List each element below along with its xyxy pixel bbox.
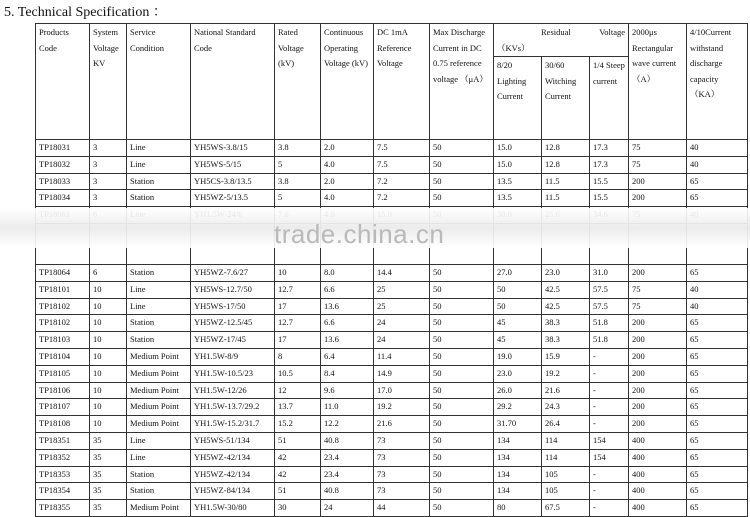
cell-steep-residual: 15.5 [590, 173, 629, 190]
cell-system-voltage: 10 [90, 332, 127, 349]
cell-max-discharge: 50 [430, 416, 494, 433]
table-row [36, 264, 748, 281]
cell-national-standard: YH5WS-3.8/15 [191, 140, 275, 157]
cell-withstand: 65 [687, 348, 748, 365]
cell-service-condition: Station [127, 173, 191, 190]
cell-system-voltage: 35 [90, 483, 127, 500]
cell-service-condition: Station [127, 315, 191, 332]
cell-rated-voltage: 3.8 [275, 173, 321, 190]
cell-lighting-residual: 27.0 [494, 264, 542, 281]
cell-rated-voltage: 10 [275, 264, 321, 281]
cell-continuous-voltage: 6.4 [321, 348, 374, 365]
cell-withstand: 65 [687, 264, 748, 281]
cell-withstand: 65 [687, 449, 748, 466]
cell-dc-reference: 17.0 [374, 382, 430, 399]
cell-continuous-voltage: 2.0 [321, 173, 374, 190]
cell-national-standard: YH5WZ-7.6/27 [191, 264, 275, 281]
cell-dc-reference: 73 [374, 483, 430, 500]
cell-system-voltage: 35 [90, 432, 127, 449]
header-system-voltage: System Voltage KV [90, 24, 127, 140]
cell-max-discharge: 50 [430, 332, 494, 349]
cell-rect-wave: 75 [629, 156, 687, 173]
cell-withstand: 40 [687, 156, 748, 173]
section-heading: 5. Technical Specification ： [4, 5, 167, 20]
cell-rated-voltage: 8 [275, 348, 321, 365]
cell-continuous-voltage: 4.0 [321, 190, 374, 207]
table-row [36, 432, 748, 449]
cell-steep-residual: 17.3 [590, 140, 629, 157]
cell-system-voltage: 3 [90, 173, 127, 190]
cell-dc-reference: 11.4 [374, 348, 430, 365]
cell-service-condition: Medium Point [127, 348, 191, 365]
cell-system-voltage: 10 [90, 365, 127, 382]
cell-dc-reference: 73 [374, 432, 430, 449]
table-row [36, 173, 748, 190]
cell-rated-voltage: 13.7 [275, 399, 321, 416]
cell-system-voltage: 35 [90, 500, 127, 517]
table-row [36, 399, 748, 416]
cell-dc-reference: 25 [374, 298, 430, 315]
cell-max-discharge: 50 [430, 173, 494, 190]
cell-continuous-voltage: 40.8 [321, 483, 374, 500]
cell-rated-voltage: 30 [275, 500, 321, 517]
cell-dc-reference: 24 [374, 332, 430, 349]
cell-dc-reference: 14.9 [374, 365, 430, 382]
cell-rect-wave: 75 [629, 281, 687, 298]
cell-system-voltage: 6 [90, 264, 127, 281]
cell-rated-voltage: 42 [275, 449, 321, 466]
cell-system-voltage: 10 [90, 315, 127, 332]
cell-product-code: TP18032 [36, 156, 90, 173]
cell-continuous-voltage: 40.8 [321, 432, 374, 449]
cell-steep-residual: 154 [590, 449, 629, 466]
cell-rect-wave: 200 [629, 332, 687, 349]
cell-service-condition: Medium Point [127, 365, 191, 382]
cell-product-code: TP18033 [36, 173, 90, 190]
cell-rated-voltage: 12.7 [275, 315, 321, 332]
cell-steep-residual: 17.3 [590, 156, 629, 173]
cell-rated-voltage: 17 [275, 332, 321, 349]
cell-product-code: TP18104 [36, 348, 90, 365]
table-row [36, 365, 748, 382]
cell-steep-residual: 15.5 [590, 190, 629, 207]
header-steep: 1/4 Steep current [590, 57, 629, 140]
table-row [36, 315, 748, 332]
cell-continuous-voltage: 6.6 [321, 281, 374, 298]
cell-steep-residual: - [590, 399, 629, 416]
cell-rect-wave: 200 [629, 365, 687, 382]
cell-lighting-residual: 13.5 [494, 173, 542, 190]
cell-withstand: 40 [687, 281, 748, 298]
table-row [36, 466, 748, 483]
cell-product-code: TP18102 [36, 298, 90, 315]
cell-rated-voltage: 12.7 [275, 281, 321, 298]
cell-steep-residual: 57.5 [590, 281, 629, 298]
cell-system-voltage: 10 [90, 416, 127, 433]
cell-witching-residual: 12.8 [542, 156, 590, 173]
cell-withstand: 65 [687, 190, 748, 207]
cell-rect-wave: 200 [629, 416, 687, 433]
cell-service-condition: Line [127, 281, 191, 298]
cell-product-code: TP18031 [36, 140, 90, 157]
residual-unit: （KVs） [497, 42, 530, 53]
cell-national-standard: YH5CS-3.8/13.5 [191, 173, 275, 190]
cell-service-condition: Medium Point [127, 500, 191, 517]
cell-withstand: 40 [687, 140, 748, 157]
cell-max-discharge: 50 [430, 264, 494, 281]
cell-steep-residual: 57.5 [590, 298, 629, 315]
cell-max-discharge: 50 [430, 281, 494, 298]
cell-continuous-voltage: 11.0 [321, 399, 374, 416]
cell-rated-voltage: 15.2 [275, 416, 321, 433]
cell-steep-residual: 31.0 [590, 264, 629, 281]
cell-dc-reference: 7.5 [374, 140, 430, 157]
cell-steep-residual: - [590, 348, 629, 365]
cell-national-standard: YH5WS-12.7/50 [191, 281, 275, 298]
cell-service-condition: Line [127, 432, 191, 449]
cell-product-code: TP18106 [36, 382, 90, 399]
cell-witching-residual: 38.3 [542, 315, 590, 332]
cell-lighting-residual: 134 [494, 432, 542, 449]
cell-rect-wave: 400 [629, 449, 687, 466]
cell-witching-residual: 23.0 [542, 264, 590, 281]
cell-national-standard: YH5WS-17/50 [191, 298, 275, 315]
cell-continuous-voltage: 4.0 [321, 156, 374, 173]
cell-system-voltage: 35 [90, 466, 127, 483]
cell-steep-residual: 154 [590, 432, 629, 449]
table-row [36, 382, 748, 399]
cell-rated-voltage: 12 [275, 382, 321, 399]
cell-continuous-voltage: 24 [321, 500, 374, 517]
cell-system-voltage: 10 [90, 298, 127, 315]
cell-rect-wave: 200 [629, 264, 687, 281]
cell-system-voltage: 3 [90, 140, 127, 157]
cell-max-discharge: 50 [430, 466, 494, 483]
cell-lighting-residual: 134 [494, 449, 542, 466]
cell-witching-residual: 105 [542, 466, 590, 483]
cell-witching-residual: 67.5 [542, 500, 590, 517]
cell-national-standard: YH1.5W-12/26 [191, 382, 275, 399]
cell-system-voltage: 10 [90, 399, 127, 416]
cell-withstand: 65 [687, 466, 748, 483]
cell-lighting-residual: 50 [494, 298, 542, 315]
cell-withstand: 65 [687, 483, 748, 500]
cell-lighting-residual: 15.0 [494, 140, 542, 157]
header-lighting: 8/20 Lighting Current [494, 57, 542, 140]
cell-product-code: TP18353 [36, 466, 90, 483]
cell-witching-residual: 105 [542, 483, 590, 500]
header-max-discharge: Max Discharge Current in DC 0.75 reference voltage （μA） [430, 24, 494, 140]
cell-service-condition: Medium Point [127, 382, 191, 399]
header-dc-reference: DC 1mA Reference Voltage [374, 24, 430, 140]
cell-national-standard: YH1.5W-15.2/31.7 [191, 416, 275, 433]
cell-dc-reference: 7.2 [374, 173, 430, 190]
cell-system-voltage: 3 [90, 190, 127, 207]
cell-witching-residual: 11.5 [542, 173, 590, 190]
cell-service-condition: Station [127, 264, 191, 281]
cell-steep-residual: 51.8 [590, 332, 629, 349]
residual-title: Residual [541, 27, 571, 37]
cell-rect-wave: 200 [629, 190, 687, 207]
cell-lighting-residual: 80 [494, 500, 542, 517]
cell-rect-wave: 400 [629, 483, 687, 500]
cell-rated-voltage: 42 [275, 466, 321, 483]
cell-witching-residual: 15.9 [542, 348, 590, 365]
cell-withstand: 65 [687, 332, 748, 349]
voltage-title: Voltage [599, 27, 626, 37]
cell-product-code: TP18352 [36, 449, 90, 466]
header-national-standard: National Standard Code [191, 24, 275, 140]
cell-steep-residual: - [590, 416, 629, 433]
cell-dc-reference: 73 [374, 449, 430, 466]
cell-max-discharge: 50 [430, 399, 494, 416]
cell-continuous-voltage: 13.6 [321, 332, 374, 349]
cell-max-discharge: 50 [430, 348, 494, 365]
cell-withstand: 65 [687, 399, 748, 416]
cell-system-voltage: 35 [90, 449, 127, 466]
cell-rect-wave: 75 [629, 140, 687, 157]
header-service-condition: Service Condition [127, 24, 191, 140]
cell-system-voltage: 10 [90, 382, 127, 399]
cell-lighting-residual: 50 [494, 281, 542, 298]
header-residual-voltage [494, 24, 629, 57]
cell-witching-residual: 24.3 [542, 399, 590, 416]
cell-product-code: TP18103 [36, 332, 90, 349]
table-row [36, 500, 748, 517]
cell-product-code: TP18107 [36, 399, 90, 416]
cell-withstand: 65 [687, 500, 748, 517]
cell-max-discharge: 50 [430, 298, 494, 315]
cell-steep-residual: - [590, 365, 629, 382]
cell-withstand: 65 [687, 432, 748, 449]
cell-national-standard: YH5WZ-5/13.5 [191, 190, 275, 207]
table-row [36, 190, 748, 207]
cell-national-standard: YH5WZ-42/134 [191, 449, 275, 466]
cell-witching-residual: 114 [542, 432, 590, 449]
table-row [36, 156, 748, 173]
table-row [36, 332, 748, 349]
cell-system-voltage: 3 [90, 156, 127, 173]
cell-service-condition: Station [127, 466, 191, 483]
cell-continuous-voltage: 2.0 [321, 140, 374, 157]
cell-max-discharge: 50 [430, 365, 494, 382]
cell-service-condition: Line [127, 140, 191, 157]
cell-lighting-residual: 45 [494, 332, 542, 349]
cell-witching-residual: 114 [542, 449, 590, 466]
cell-national-standard: YH1.5W-10.5/23 [191, 365, 275, 382]
cell-max-discharge: 50 [430, 190, 494, 207]
cell-product-code: TP18354 [36, 483, 90, 500]
cell-lighting-residual: 23.0 [494, 365, 542, 382]
cell-max-discharge: 50 [430, 449, 494, 466]
cell-witching-residual: 19.2 [542, 365, 590, 382]
cell-lighting-residual: 13.5 [494, 190, 542, 207]
cell-product-code: TP18064 [36, 264, 90, 281]
cell-rect-wave: 75 [629, 298, 687, 315]
cell-dc-reference: 21.6 [374, 416, 430, 433]
cell-national-standard: YH5WZ-84/134 [191, 483, 275, 500]
spec-table [35, 23, 748, 517]
cell-max-discharge: 50 [430, 315, 494, 332]
header-witching: 30/60 Witching Current [542, 57, 590, 140]
cell-rated-voltage: 51 [275, 483, 321, 500]
header-withstand: 4/10Current withstand discharge capacity （KA） [687, 24, 748, 140]
cell-witching-residual: 38.3 [542, 332, 590, 349]
cell-service-condition: Station [127, 332, 191, 349]
table-row [36, 483, 748, 500]
cell-service-condition: Station [127, 483, 191, 500]
cell-dc-reference: 14.4 [374, 264, 430, 281]
cell-max-discharge: 50 [430, 432, 494, 449]
header-product-code: Products Code [36, 24, 90, 140]
cell-national-standard: YH1.5W-13.7/29.2 [191, 399, 275, 416]
cell-max-discharge: 50 [430, 140, 494, 157]
cell-withstand: 65 [687, 315, 748, 332]
cell-lighting-residual: 15.0 [494, 156, 542, 173]
cell-system-voltage: 10 [90, 348, 127, 365]
cell-service-condition: Line [127, 156, 191, 173]
cell-withstand: 65 [687, 382, 748, 399]
cell-service-condition: Medium Point [127, 416, 191, 433]
cell-rated-voltage: 3.8 [275, 140, 321, 157]
cell-max-discharge: 50 [430, 483, 494, 500]
cell-product-code: TP18034 [36, 190, 90, 207]
cell-max-discharge: 50 [430, 382, 494, 399]
cell-steep-residual: - [590, 500, 629, 517]
cell-steep-residual: - [590, 382, 629, 399]
cell-product-code: TP18355 [36, 500, 90, 517]
cell-rect-wave: 400 [629, 500, 687, 517]
header-continuous-voltage: Continuous Operating Voltage (kV) [321, 24, 374, 140]
cell-service-condition: Line [127, 298, 191, 315]
cell-dc-reference: 44 [374, 500, 430, 517]
table-row [36, 140, 748, 157]
cell-dc-reference: 24 [374, 315, 430, 332]
table-row [36, 298, 748, 315]
cell-witching-residual: 12.8 [542, 140, 590, 157]
cell-rect-wave: 400 [629, 466, 687, 483]
cell-national-standard: YH1.5W-8/9 [191, 348, 275, 365]
cell-steep-residual: - [590, 483, 629, 500]
cell-product-code: TP18105 [36, 365, 90, 382]
cell-continuous-voltage: 13.6 [321, 298, 374, 315]
table-row [36, 416, 748, 433]
table-row [36, 348, 748, 365]
cell-dc-reference: 25 [374, 281, 430, 298]
header-rect-wave: 2000μs Rectangular wave current （A） [629, 24, 687, 140]
cell-service-condition: Station [127, 190, 191, 207]
cell-rated-voltage: 10.5 [275, 365, 321, 382]
cell-rect-wave: 200 [629, 382, 687, 399]
watermark: trade.china.cn [274, 219, 445, 249]
cell-product-code: TP18351 [36, 432, 90, 449]
cell-national-standard: YH5WS-51/134 [191, 432, 275, 449]
cell-max-discharge: 50 [430, 156, 494, 173]
table-row [36, 281, 748, 298]
cell-continuous-voltage: 9.6 [321, 382, 374, 399]
cell-product-code: TP18102 [36, 315, 90, 332]
cell-product-code: TP18101 [36, 281, 90, 298]
cell-system-voltage: 10 [90, 281, 127, 298]
cell-continuous-voltage: 8.0 [321, 264, 374, 281]
cell-rect-wave: 200 [629, 399, 687, 416]
cell-rated-voltage: 5 [275, 156, 321, 173]
cell-national-standard: YH5WZ-17/45 [191, 332, 275, 349]
cell-rated-voltage: 17 [275, 298, 321, 315]
cell-dc-reference: 7.5 [374, 156, 430, 173]
cell-rect-wave: 200 [629, 348, 687, 365]
cell-continuous-voltage: 8.4 [321, 365, 374, 382]
cell-steep-residual: - [590, 466, 629, 483]
cell-witching-residual: 26.4 [542, 416, 590, 433]
cell-rated-voltage: 5 [275, 190, 321, 207]
cell-lighting-residual: 45 [494, 315, 542, 332]
cell-service-condition: Line [127, 449, 191, 466]
cell-service-condition: Medium Point [127, 399, 191, 416]
cell-withstand: 40 [687, 298, 748, 315]
cell-dc-reference: 19.2 [374, 399, 430, 416]
cell-rect-wave: 200 [629, 315, 687, 332]
cell-witching-residual: 11.5 [542, 190, 590, 207]
cell-lighting-residual: 31.70 [494, 416, 542, 433]
cell-product-code: TP18108 [36, 416, 90, 433]
cell-lighting-residual: 29.2 [494, 399, 542, 416]
cell-rated-voltage: 51 [275, 432, 321, 449]
cell-lighting-residual: 19.0 [494, 348, 542, 365]
cell-rect-wave: 200 [629, 173, 687, 190]
cell-witching-residual: 42.5 [542, 281, 590, 298]
cell-dc-reference: 73 [374, 466, 430, 483]
cell-steep-residual: 51.8 [590, 315, 629, 332]
cell-withstand: 65 [687, 173, 748, 190]
cell-witching-residual: 21.6 [542, 382, 590, 399]
cell-lighting-residual: 26.0 [494, 382, 542, 399]
header-rated-voltage: Rated Voltage (kV) [275, 24, 321, 140]
cell-withstand: 65 [687, 416, 748, 433]
cell-continuous-voltage: 6.6 [321, 315, 374, 332]
cell-max-discharge: 50 [430, 500, 494, 517]
cell-lighting-residual: 134 [494, 466, 542, 483]
cell-national-standard: YH5WZ-12.5/45 [191, 315, 275, 332]
cell-dc-reference: 7.2 [374, 190, 430, 207]
cell-national-standard: YH1.5W-30/80 [191, 500, 275, 517]
cell-continuous-voltage: 12.2 [321, 416, 374, 433]
cell-national-standard: YH5WS-5/15 [191, 156, 275, 173]
table-row [36, 449, 748, 466]
cell-rect-wave: 400 [629, 432, 687, 449]
cell-continuous-voltage: 23.4 [321, 449, 374, 466]
cell-lighting-residual: 134 [494, 483, 542, 500]
cell-national-standard: YH5WZ-42/134 [191, 466, 275, 483]
cell-witching-residual: 42.5 [542, 298, 590, 315]
cell-withstand: 65 [687, 365, 748, 382]
cell-continuous-voltage: 23.4 [321, 466, 374, 483]
